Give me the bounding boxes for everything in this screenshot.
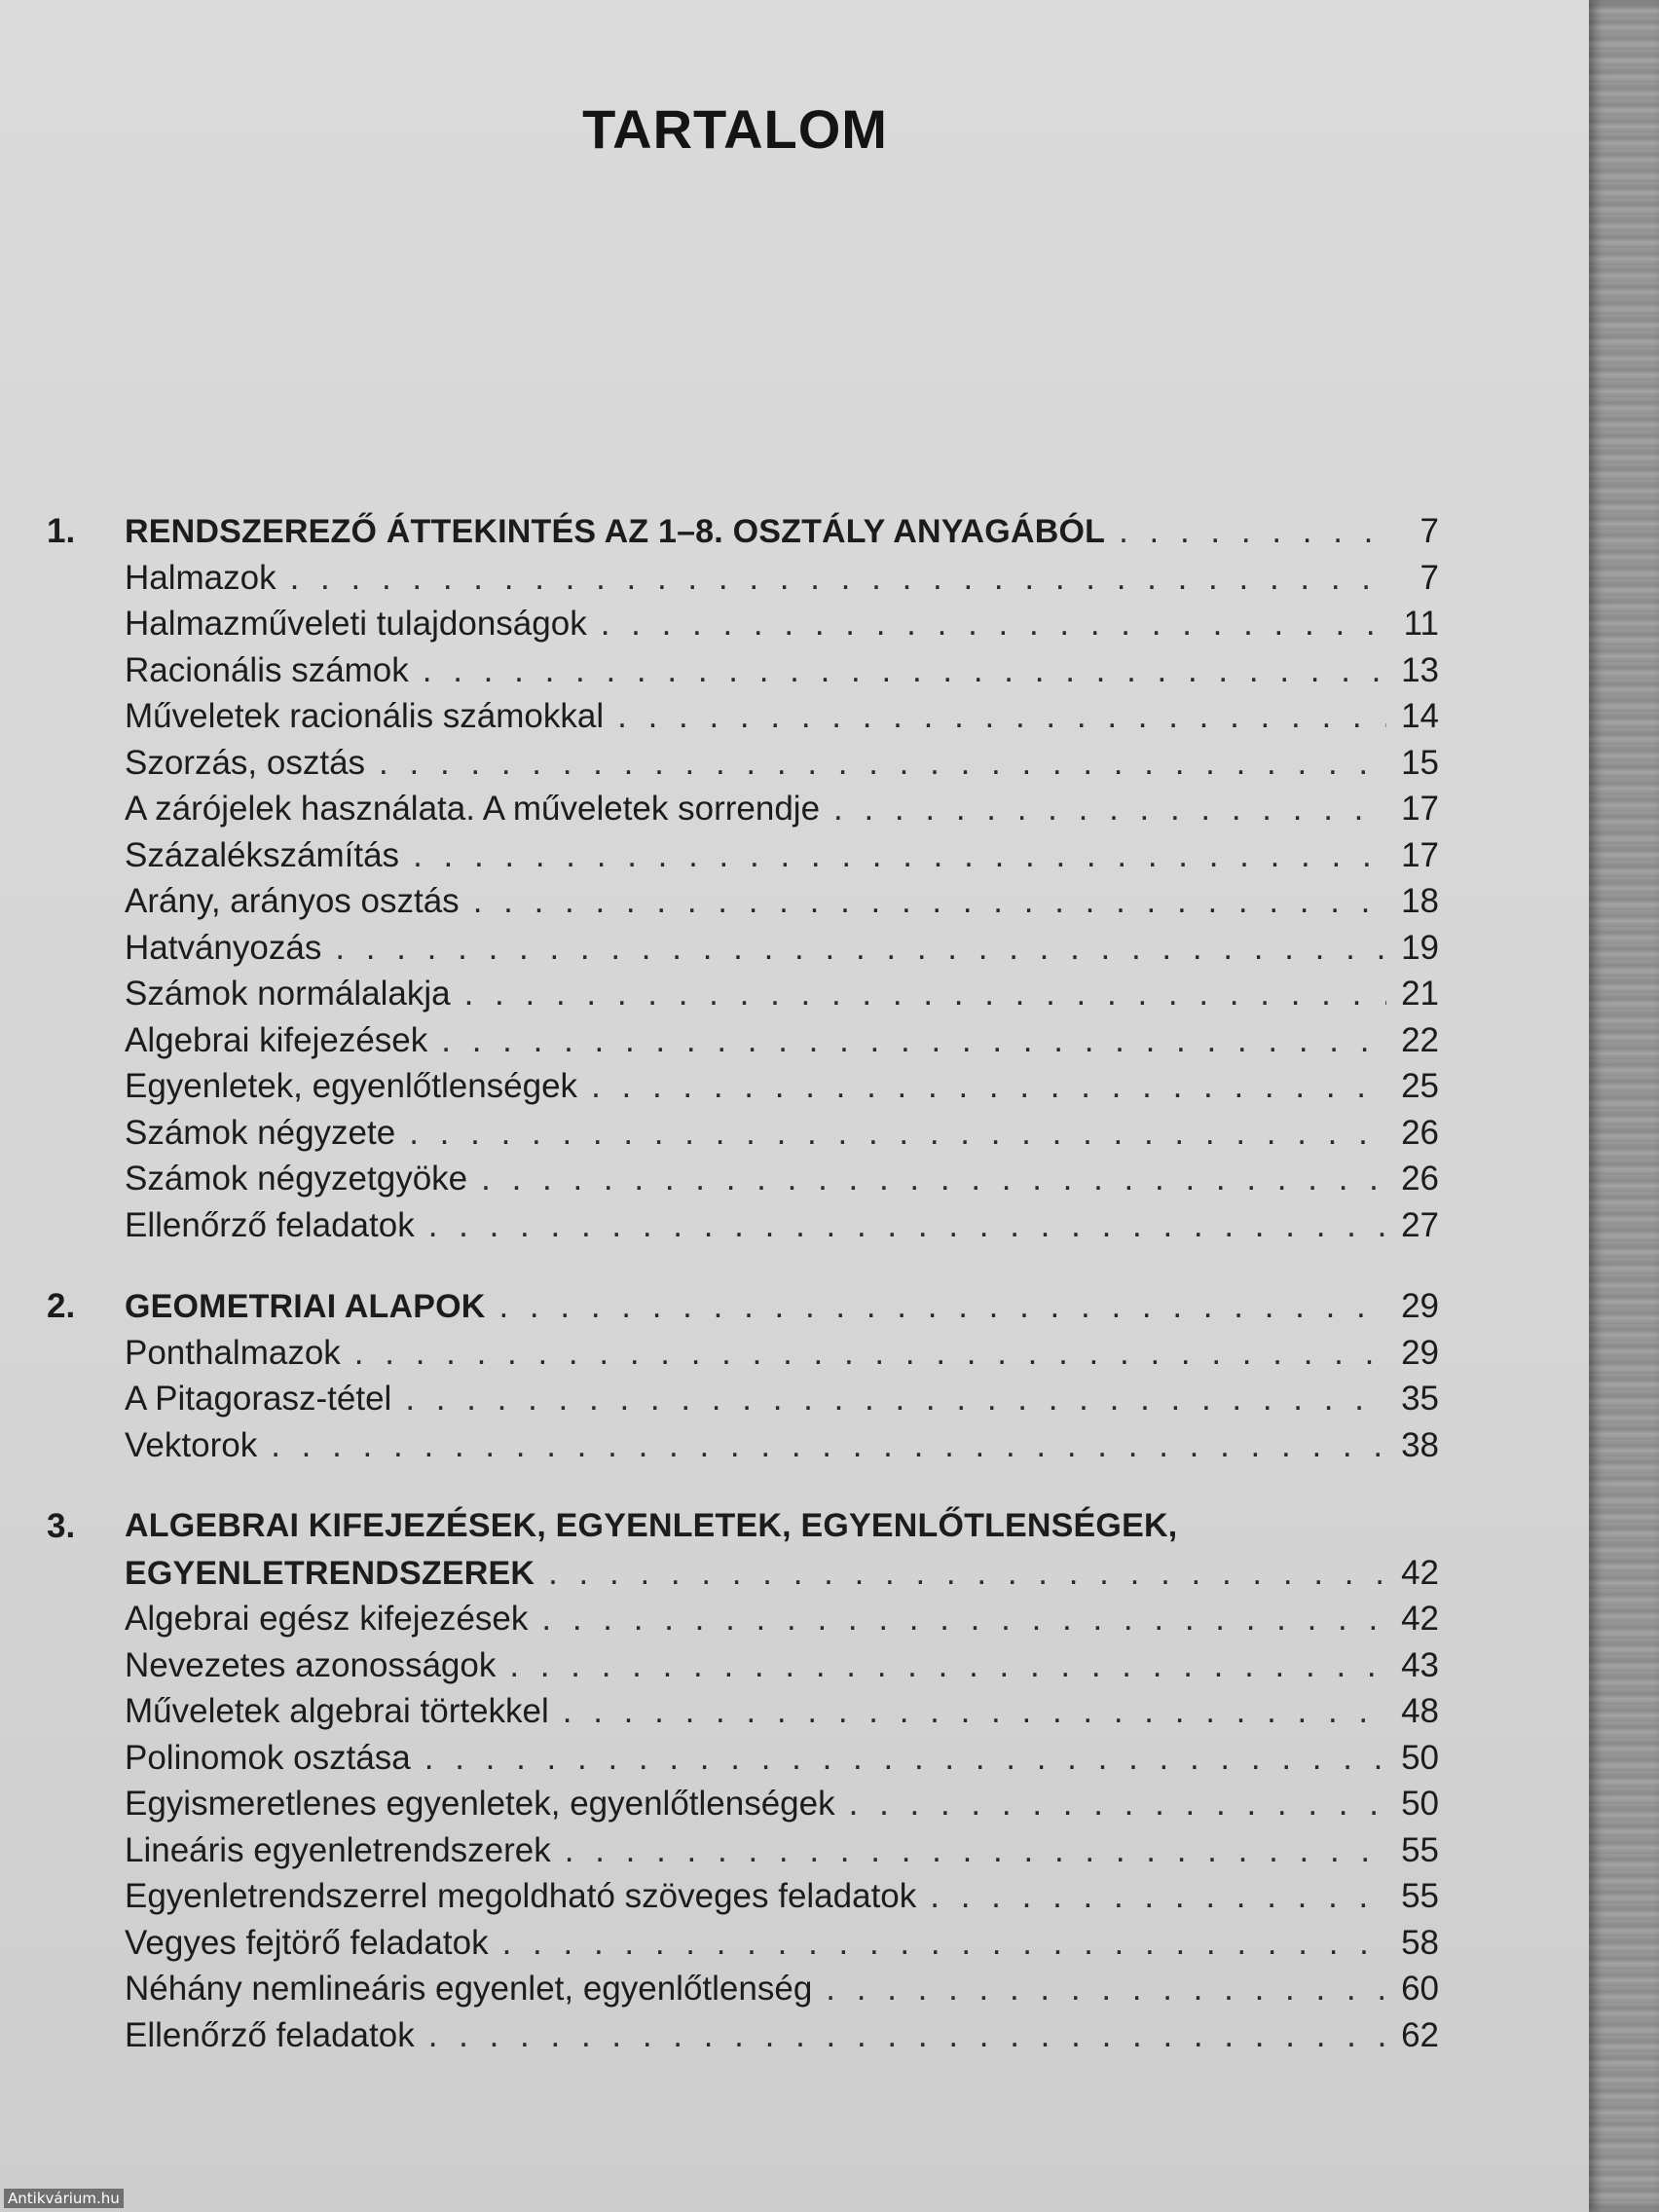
page-number: 38 — [1401, 1425, 1439, 1464]
page-number: 15 — [1401, 743, 1439, 782]
page-number: 25 — [1401, 1067, 1439, 1105]
dot-leader — [826, 1966, 1386, 2012]
toc-section-heading — [47, 1283, 1439, 1330]
dot-leader — [441, 1017, 1386, 1064]
toc-entry — [47, 878, 1439, 925]
dot-leader — [565, 1827, 1386, 1874]
toc-entry — [47, 1422, 1439, 1469]
book-spine-edge — [1589, 0, 1659, 2212]
toc-entry-title: A Pitagorasz-tétel — [125, 1380, 392, 1418]
toc-entry-title: Számok négyzete — [125, 1113, 396, 1152]
dot-leader — [498, 1283, 1386, 1330]
section-number: 2. — [47, 1287, 76, 1325]
page-number: 42 — [1401, 1600, 1439, 1638]
toc-entry — [47, 1202, 1439, 1249]
dot-leader — [409, 1110, 1386, 1157]
toc-entry — [47, 740, 1439, 787]
dot-leader — [509, 1642, 1386, 1689]
toc-entry-title: Műveletek racionális számokkal — [125, 697, 605, 735]
dot-leader — [1119, 508, 1386, 555]
dot-leader — [548, 1550, 1386, 1597]
dot-leader — [833, 786, 1386, 832]
toc-entry-title: Vektorok — [125, 1425, 258, 1464]
page-number: 48 — [1401, 1692, 1439, 1730]
dot-leader — [423, 647, 1386, 694]
page-number: 43 — [1401, 1645, 1439, 1684]
page-number: 55 — [1401, 1877, 1439, 1915]
section-heading-text: RENDSZEREZŐ ÁTTEKINTÉS AZ 1–8. OSZTÁLY ANYAGÁBÓL — [125, 513, 1106, 550]
toc-entry — [47, 1017, 1439, 1064]
toc-entry-title: Vegyes fejtörő feladatok — [125, 1923, 489, 1962]
page-number: 11 — [1403, 605, 1439, 643]
toc-entry-title: Halmazok — [125, 558, 276, 597]
page-number: 55 — [1401, 1830, 1439, 1869]
toc-entry-title: Ellenőrző feladatok — [125, 1205, 415, 1244]
page-number: 17 — [1401, 835, 1439, 874]
dot-leader — [413, 832, 1386, 879]
section-heading-text: EGYENLETRENDSZEREK — [125, 1554, 535, 1592]
toc-entry — [47, 971, 1439, 1017]
toc-entry — [47, 693, 1439, 740]
toc-entry-title: Arány, arányos osztás — [125, 882, 460, 920]
page-number: 22 — [1401, 1020, 1439, 1059]
toc-entry — [47, 1596, 1439, 1642]
toc-entry — [47, 1642, 1439, 1689]
dot-leader — [428, 1202, 1386, 1249]
table-of-contents — [47, 508, 1439, 2093]
page-number: 14 — [1401, 697, 1439, 735]
toc-entry-title: Műveletek algebrai törtekkel — [125, 1692, 549, 1730]
page-number: 7 — [1419, 558, 1439, 597]
section-number: 1. — [47, 512, 76, 550]
toc-entry — [47, 1156, 1439, 1202]
toc-entry-title: Polinomok osztása — [125, 1738, 411, 1777]
toc-entry-title: Egyismeretlenes egyenletek, egyenlőtlenségek — [125, 1785, 835, 1823]
page-number: 42 — [1401, 1553, 1439, 1592]
page-number: 19 — [1401, 928, 1439, 967]
toc-entry-title: Algebrai kifejezések — [125, 1020, 428, 1059]
dot-leader — [464, 971, 1386, 1017]
page-number: 7 — [1419, 512, 1439, 550]
dot-leader — [271, 1422, 1386, 1469]
page-number: 50 — [1401, 1738, 1439, 1777]
toc-entry — [47, 1688, 1439, 1735]
toc-entry-title: Lineáris egyenletrendszerek — [125, 1830, 551, 1869]
toc-entry-title: Ponthalmazok — [125, 1333, 341, 1372]
dot-leader — [617, 693, 1386, 740]
dot-leader — [424, 1735, 1386, 1782]
toc-entry — [47, 1873, 1439, 1920]
page-number: 35 — [1401, 1380, 1439, 1418]
dot-leader — [379, 740, 1386, 787]
toc-entry — [47, 1330, 1439, 1377]
toc-entry — [47, 1063, 1439, 1110]
toc-section-heading — [47, 1503, 1439, 1550]
dot-leader — [563, 1688, 1386, 1735]
section-heading-text: GEOMETRIAI ALAPOK — [125, 1288, 486, 1325]
toc-entry-title: Egyenletrendszerrel megoldható szöveges feladatok — [125, 1877, 917, 1915]
toc-entry-title: Ellenőrző feladatok — [125, 2015, 415, 2054]
dot-leader — [930, 1873, 1386, 1920]
toc-section-heading — [47, 508, 1439, 555]
dot-leader — [481, 1156, 1386, 1202]
page-number: 60 — [1401, 1970, 1439, 2008]
toc-entry-title: Egyenletek, egyenlőtlenségek — [125, 1067, 578, 1105]
toc-entry — [47, 1827, 1439, 1874]
dot-leader — [502, 1920, 1386, 1967]
dot-leader — [405, 1376, 1386, 1422]
dot-leader — [849, 1781, 1386, 1827]
toc-entry — [47, 925, 1439, 972]
toc-entry — [47, 1735, 1439, 1782]
section-heading-text: ALGEBRAI KIFEJEZÉSEK, EGYENLETEK, EGYENLŐTLENSÉGEK, — [125, 1507, 1178, 1544]
toc-entry — [47, 786, 1439, 832]
page-number: 13 — [1401, 650, 1439, 689]
toc-entry — [47, 1966, 1439, 2012]
page-number: 50 — [1401, 1785, 1439, 1823]
toc-entry — [47, 1781, 1439, 1827]
toc-entry-title: Nevezetes azonosságok — [125, 1645, 497, 1684]
toc-entry-title: Szorzás, osztás — [125, 743, 366, 782]
page-number: 29 — [1401, 1333, 1439, 1372]
toc-entry — [47, 1376, 1439, 1422]
toc-section-3 — [47, 1503, 1439, 2058]
page-title: TARTALOM — [582, 98, 888, 160]
toc-entry — [47, 647, 1439, 694]
toc-section-1 — [47, 508, 1439, 1248]
toc-entry — [47, 2012, 1439, 2059]
toc-entry-title: Hatványozás — [125, 928, 322, 967]
toc-entry-title: Számok négyzetgyöke — [125, 1160, 468, 1198]
toc-entry — [47, 1920, 1439, 1967]
page-number: 26 — [1401, 1160, 1439, 1198]
dot-leader — [541, 1596, 1386, 1642]
dot-leader — [591, 1063, 1386, 1110]
toc-entry-title: Halmazműveleti tulajdonságok — [125, 605, 587, 643]
toc-entry-title: A zárójelek használata. A műveletek sorrendje — [125, 790, 821, 828]
page-number: 62 — [1401, 2015, 1439, 2054]
toc-section-2 — [47, 1283, 1439, 1468]
toc-entry — [47, 555, 1439, 602]
page-number: 58 — [1401, 1923, 1439, 1962]
toc-entry-title: Néhány nemlineáris egyenlet, egyenlőtlenség — [125, 1970, 813, 2008]
toc-section-heading-continued — [47, 1550, 1439, 1597]
page-number: 18 — [1401, 882, 1439, 920]
watermark: Antikvárium.hu — [4, 2189, 124, 2208]
page-number: 29 — [1401, 1287, 1439, 1325]
toc-entry-title: Százalékszámítás — [125, 835, 400, 874]
page-number: 27 — [1401, 1205, 1439, 1244]
toc-entry — [47, 832, 1439, 879]
dot-leader — [601, 601, 1386, 647]
toc-entry-title: Racionális számok — [125, 650, 409, 689]
toc-entry-title: Számok normálalakja — [125, 975, 451, 1013]
dot-leader — [428, 2012, 1386, 2059]
section-number: 3. — [47, 1507, 76, 1545]
toc-entry-title: Algebrai egész kifejezések — [125, 1600, 529, 1638]
dot-leader — [354, 1330, 1386, 1377]
toc-entry — [47, 1110, 1439, 1157]
dot-leader — [290, 555, 1386, 602]
page-number: 21 — [1401, 975, 1439, 1013]
page-number: 26 — [1401, 1113, 1439, 1152]
page-number: 17 — [1401, 790, 1439, 828]
dot-leader — [473, 878, 1386, 925]
dot-leader — [335, 925, 1386, 972]
toc-entry — [47, 601, 1439, 647]
